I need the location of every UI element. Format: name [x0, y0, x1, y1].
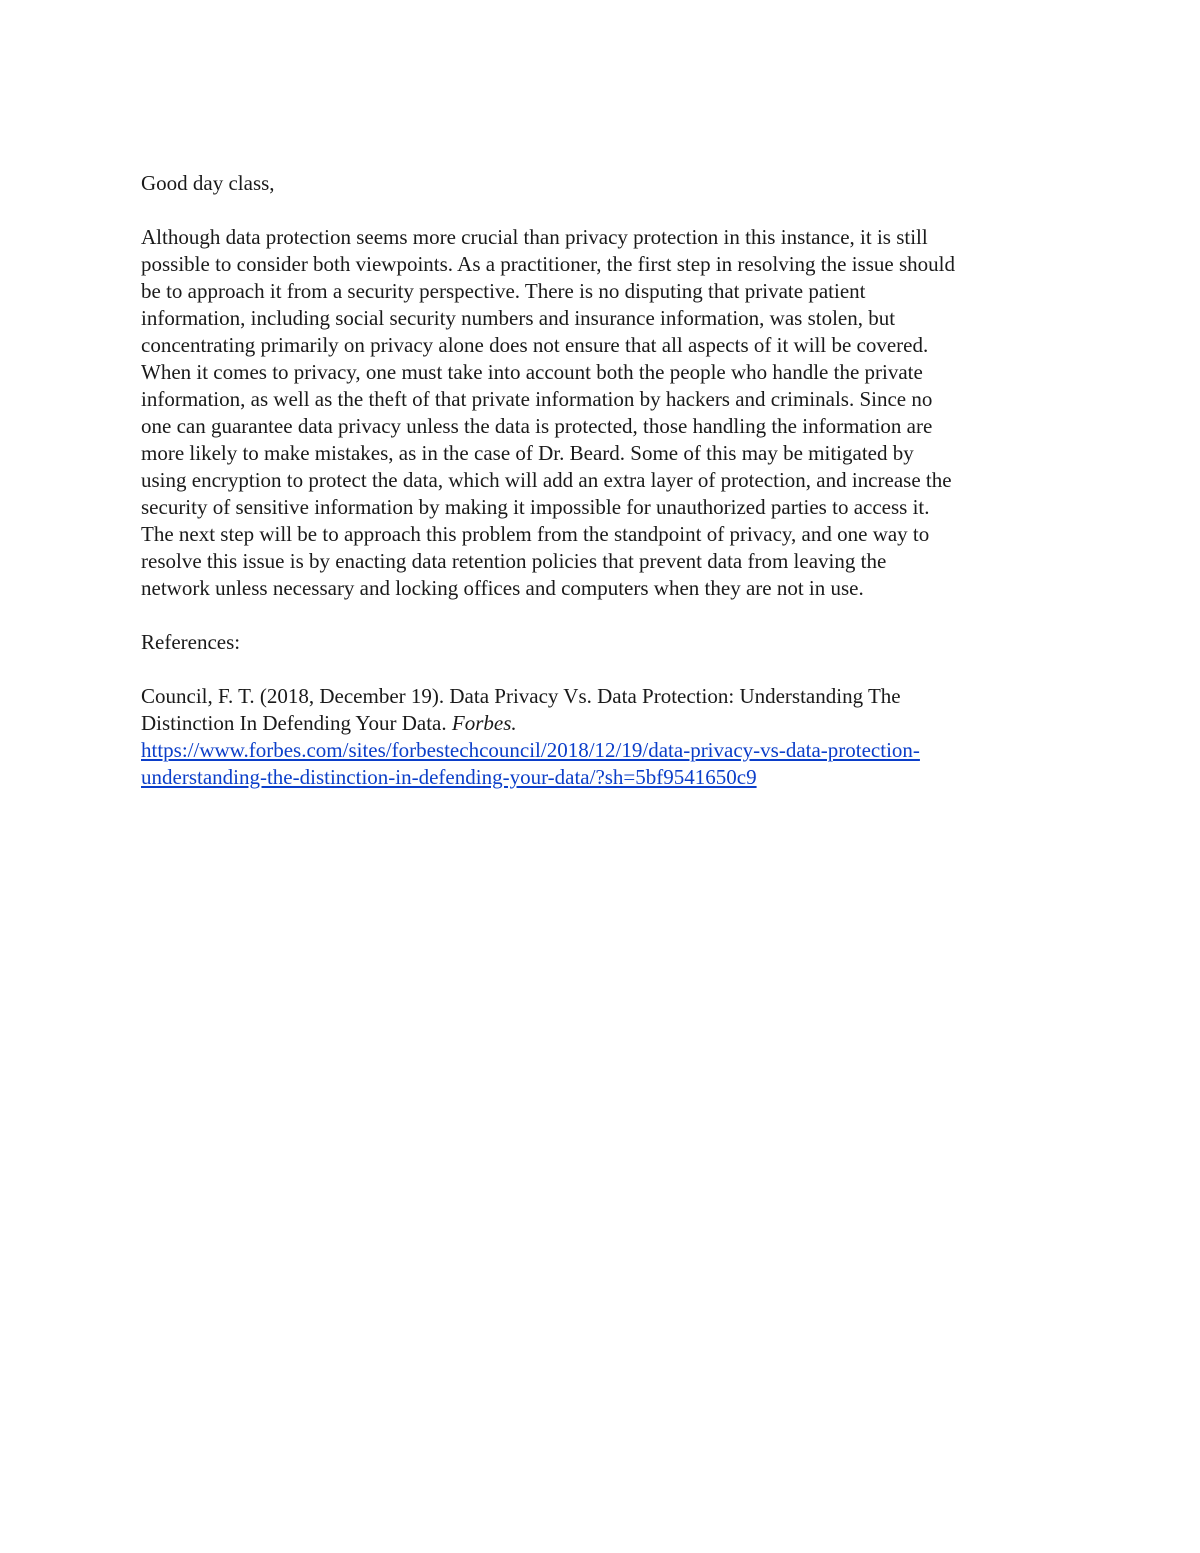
- paragraph-line: possible to consider both viewpoints. As a practitioner, the first step in resolving the issue should: [141, 252, 955, 276]
- reference-title-text: Distinction In Defending Your Data.: [141, 711, 452, 735]
- paragraph-line: information, including social security numbers and insurance information, was stolen, but: [141, 306, 896, 330]
- paragraph-line: using encryption to protect the data, which will add an extra layer of protection, and increase the: [141, 468, 952, 492]
- reference-citation-line: [141, 710, 1061, 737]
- reference-url-link[interactable]: https://www.forbes.com/sites/forbestechcouncil/2018/12/19/data-privacy-vs-data-protection-: [141, 738, 920, 762]
- reference-citation-line: Council, F. T. (2018, December 19). Data Privacy Vs. Data Protection: Understanding The: [141, 684, 901, 708]
- body-paragraph: [141, 224, 1061, 602]
- paragraph-line: concentrating primarily on privacy alone does not ensure that all aspects of it will be covered.: [141, 333, 929, 357]
- reference-url-line: [141, 764, 1061, 791]
- paragraph-line: information, as well as the theft of that private information by hackers and criminals. Since no: [141, 387, 933, 411]
- paragraph-line: When it comes to privacy, one must take into account both the people who handle the private: [141, 360, 923, 384]
- paragraph-line: resolve this issue is by enacting data retention policies that prevent data from leaving the: [141, 549, 887, 573]
- paragraph-line: more likely to make mistakes, as in the case of Dr. Beard. Some of this may be mitigated by: [141, 441, 914, 465]
- reference-url-link[interactable]: understanding-the-distinction-in-defending-your-data/?sh=5bf9541650c9: [141, 765, 757, 789]
- reference-publication: Forbes.: [451, 711, 517, 735]
- paragraph-line: The next step will be to approach this problem from the standpoint of privacy, and one way to: [141, 522, 930, 546]
- paragraph-line: security of sensitive information by making it impossible for unauthorized parties to access it.: [141, 495, 930, 519]
- paragraph-line: be to approach it from a security perspective. There is no disputing that private patient: [141, 279, 866, 303]
- paragraph-line: network unless necessary and locking offices and computers when they are not in use.: [141, 576, 864, 600]
- paragraph-line: Although data protection seems more crucial than privacy protection in this instance, it is still: [141, 225, 928, 249]
- references-heading: References:: [141, 630, 241, 654]
- document-body: [141, 170, 1061, 791]
- reference-url-line: [141, 737, 1061, 764]
- reference-entry: [141, 683, 1061, 791]
- paragraph-line: one can guarantee data privacy unless the data is protected, those handling the information are: [141, 414, 933, 438]
- greeting: Good day class,: [141, 171, 275, 195]
